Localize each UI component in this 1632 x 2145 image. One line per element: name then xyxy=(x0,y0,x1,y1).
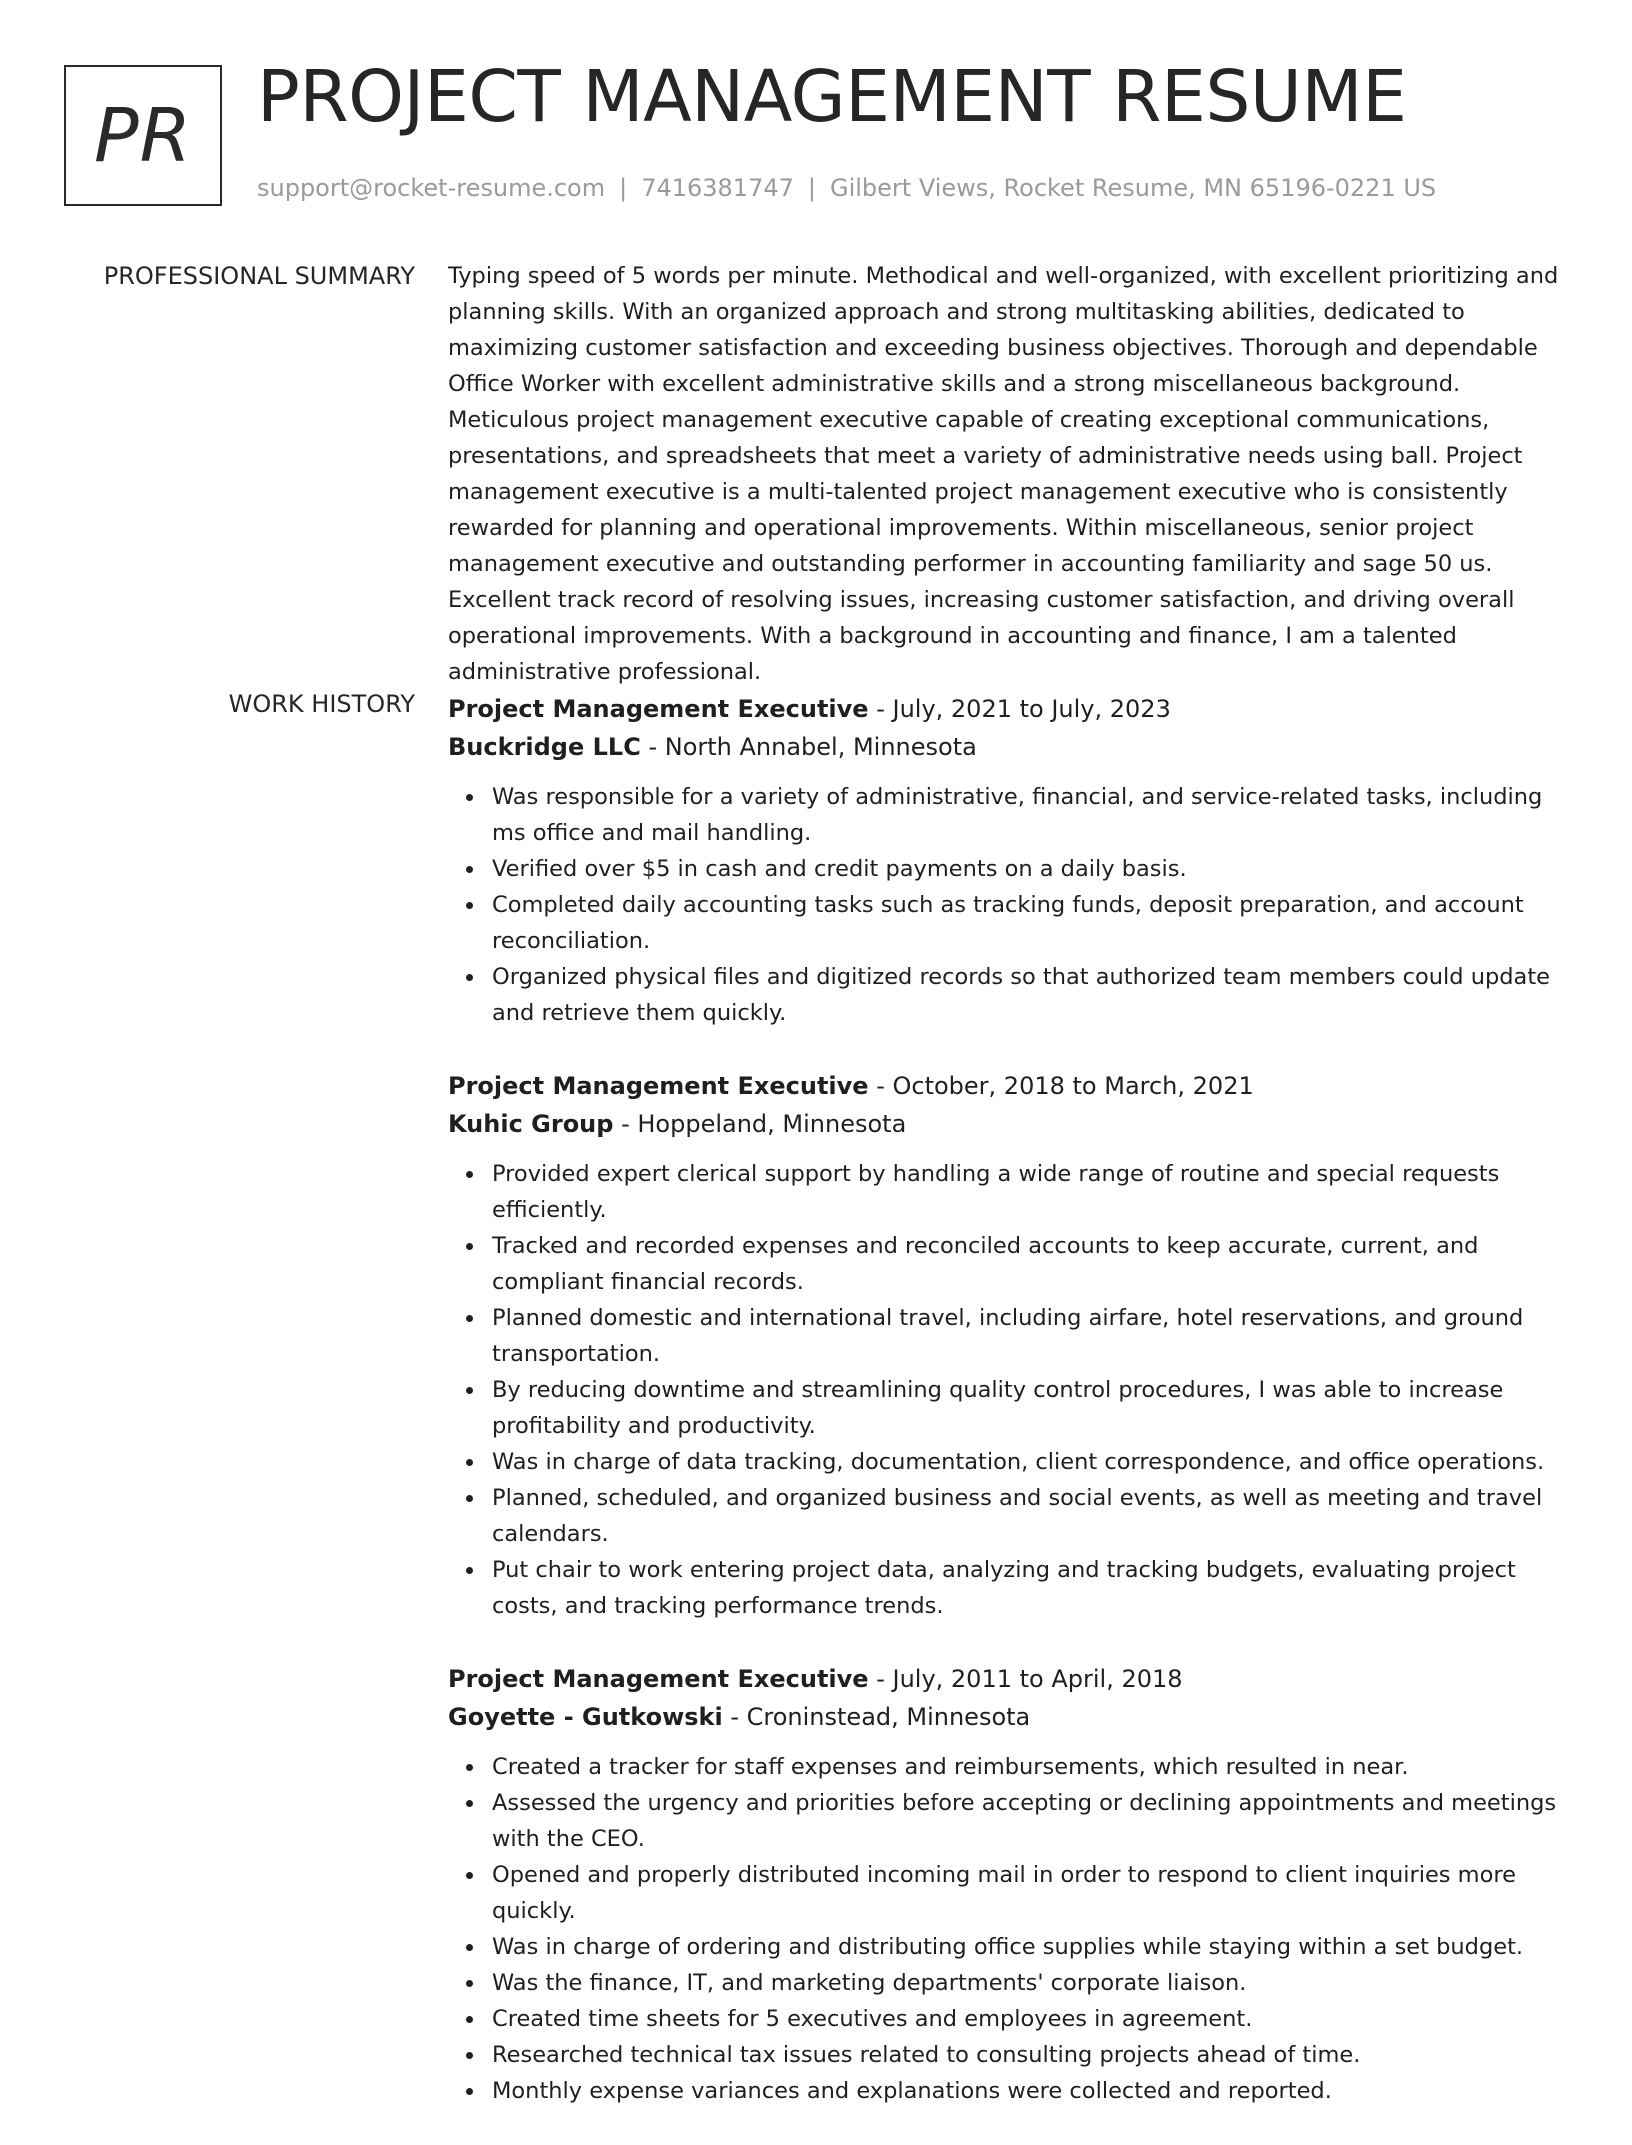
job-bullet: Organized physical files and digitized records so that authorized team members could update and retrieve them quickly. xyxy=(492,959,1568,1031)
job-title: Project Management Executive xyxy=(448,695,869,723)
job-bullet: Created a tracker for staff expenses and reimbursements, which resulted in near. xyxy=(492,1749,1568,1785)
job-bullet: Was in charge of ordering and distributing office supplies while staying within a set budget. xyxy=(492,1929,1568,1965)
job-company-line xyxy=(448,728,1568,766)
contact-line xyxy=(257,174,1436,202)
job-bullet-list xyxy=(448,1156,1568,1624)
job-entry xyxy=(448,1067,1568,1624)
job-location: - Hoppeland, Minnesota xyxy=(613,1110,907,1138)
job-bullet: Assessed the urgency and priorities before accepting or declining appointments and meetings with the CEO. xyxy=(492,1785,1568,1857)
job-company: Buckridge LLC xyxy=(448,733,641,761)
contact-address: Gilbert Views, Rocket Resume, MN 65196-0221 US xyxy=(829,174,1437,202)
job-bullet: Was responsible for a variety of administrative, financial, and service-related tasks, including ms office and mail handling. xyxy=(492,779,1568,851)
job-bullet: Was the finance, IT, and marketing departments' corporate liaison. xyxy=(492,1965,1568,2001)
job-location: - Croninstead, Minnesota xyxy=(722,1703,1031,1731)
job-title: Project Management Executive xyxy=(448,1072,869,1100)
contact-separator: | xyxy=(807,174,816,202)
contact-phone[interactable]: 7416381747 xyxy=(641,174,794,202)
job-company-line xyxy=(448,1105,1568,1143)
resume-title: PROJECT MANAGEMENT RESUME xyxy=(257,55,1407,138)
work-history-heading: WORK HISTORY xyxy=(228,690,415,718)
job-bullet: Put chair to work entering project data, analyzing and tracking budgets, evaluating project costs, and tracking performance trends. xyxy=(492,1552,1568,1624)
contact-separator: | xyxy=(619,174,628,202)
job-bullet: Completed daily accounting tasks such as tracking funds, deposit preparation, and account reconciliation. xyxy=(492,887,1568,959)
job-dates: - July, 2021 to July, 2023 xyxy=(868,695,1171,723)
job-bullet: Researched technical tax issues related to consulting projects ahead of time. xyxy=(492,2037,1568,2073)
job-company: Kuhic Group xyxy=(448,1110,614,1138)
work-history-body xyxy=(448,690,1568,2145)
job-entry xyxy=(448,1660,1568,2109)
job-dates: - July, 2011 to April, 2018 xyxy=(868,1665,1183,1693)
job-bullet: Monthly expense variances and explanations were collected and reported. xyxy=(492,2073,1568,2109)
job-dates: - October, 2018 to March, 2021 xyxy=(868,1072,1254,1100)
job-company-line xyxy=(448,1698,1568,1736)
summary-heading: PROFESSIONAL SUMMARY xyxy=(103,262,415,290)
job-company: Goyette - Gutkowski xyxy=(448,1703,723,1731)
monogram-box xyxy=(64,65,222,206)
job-bullet: Opened and properly distributed incoming mail in order to respond to client inquiries more quickly. xyxy=(492,1857,1568,1929)
monogram-initials: PR xyxy=(93,92,193,179)
job-location: - North Annabel, Minnesota xyxy=(640,733,977,761)
job-bullet: Provided expert clerical support by handling a wide range of routine and special requests efficiently. xyxy=(492,1156,1568,1228)
resume-header xyxy=(64,55,1592,215)
job-bullet: Verified over $5 in cash and credit payments on a daily basis. xyxy=(492,851,1568,887)
job-title-line xyxy=(448,1660,1568,1698)
summary-text: Typing speed of 5 words per minute. Methodical and well-organized, with excellent prioritizing and planning skills. With an organized approach and strong multitasking abilities, dedicated to maximizing customer satisfaction and exceeding business objectives. Thorough and dependable Office Worker with excellent administrative skills and a strong miscellaneous background. Meticulous project management executive capable of creating exceptional communications, presentations, and spreadsheets that meet a variety of administrative needs using ball. Project management executive is a multi-talented project management executive who is consistently rewarded for planning and operational improvements. Within miscellaneous, senior project management executive and outstanding performer in accounting familiarity and sage 50 us. Excellent track record of resolving issues, increasing customer satisfaction, and driving overall operational improvements. With a background in accounting and finance, I am a talented administrative professional. xyxy=(448,263,1559,685)
job-title-line xyxy=(448,1067,1568,1105)
job-title: Project Management Executive xyxy=(448,1665,869,1693)
job-bullet: Planned domestic and international travel, including airfare, hotel reservations, and ground transportation. xyxy=(492,1300,1568,1372)
job-bullet: By reducing downtime and streamlining quality control procedures, I was able to increase profitability and productivity. xyxy=(492,1372,1568,1444)
job-bullet-list xyxy=(448,1749,1568,2109)
summary-body xyxy=(448,262,1568,690)
job-bullet: Created time sheets for 5 executives and employees in agreement. xyxy=(492,2001,1568,2037)
job-bullet: Tracked and recorded expenses and reconciled accounts to keep accurate, current, and compliant financial records. xyxy=(492,1228,1568,1300)
job-entry xyxy=(448,690,1568,1031)
contact-email[interactable]: support@rocket-resume.com xyxy=(257,174,606,202)
job-bullet: Was in charge of data tracking, documentation, client correspondence, and office operations. xyxy=(492,1444,1568,1480)
job-bullet-list xyxy=(448,779,1568,1031)
job-bullet: Planned, scheduled, and organized business and social events, as well as meeting and travel calendars. xyxy=(492,1480,1568,1552)
job-title-line xyxy=(448,690,1568,728)
